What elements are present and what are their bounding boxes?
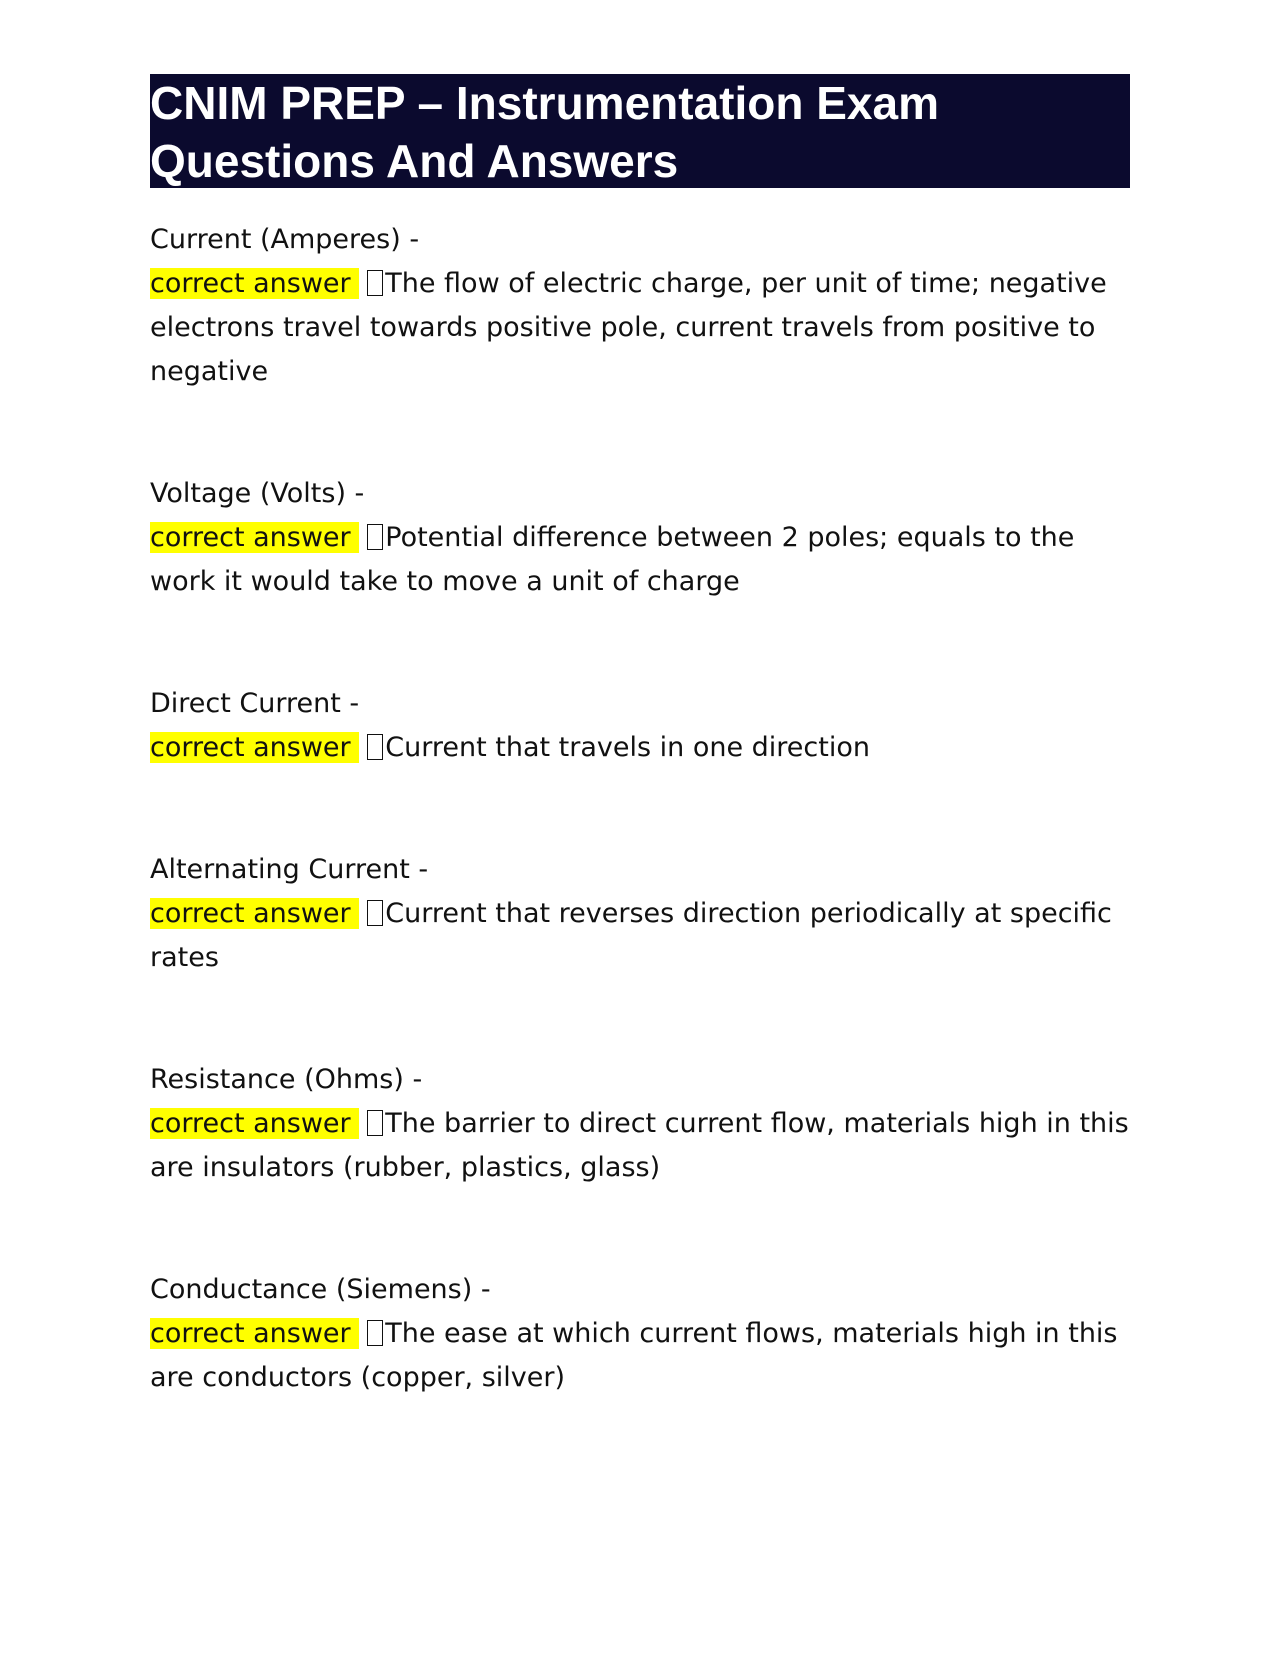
- qa-item: [150, 218, 1130, 394]
- question-term: Current (Amperes) -: [150, 224, 420, 255]
- missing-glyph-icon: [367, 900, 383, 926]
- qa-item: [150, 472, 1130, 604]
- title-line-1: CNIM PREP – Instrumentation Exam: [150, 77, 939, 129]
- qa-item: [150, 848, 1130, 980]
- qa-item: [150, 1058, 1130, 1190]
- correct-answer-label: correct answer: [150, 1318, 359, 1349]
- answer-text-block: [150, 892, 1130, 980]
- answer-text-block: [150, 516, 1130, 604]
- missing-glyph-icon: [367, 524, 383, 550]
- question-term: Alternating Current -: [150, 854, 429, 885]
- question-term: Resistance (Ohms) -: [150, 1064, 423, 1095]
- qa-item: [150, 1268, 1130, 1400]
- answer-text: Potential difference between 2 poles; equals to the work it would take to move a unit of charge: [150, 522, 1075, 597]
- answer-text-block: [150, 262, 1130, 394]
- answer-text: The flow of electric charge, per unit of time; negative electrons travel towards positive pole, current travels from positive to negative: [150, 268, 1107, 387]
- missing-glyph-icon: [367, 1110, 383, 1136]
- correct-answer-label: correct answer: [150, 1108, 359, 1139]
- question-term: Voltage (Volts) -: [150, 478, 365, 509]
- document-title: [150, 74, 1130, 188]
- answer-text-block: [150, 726, 1130, 770]
- answer-text: Current that travels in one direction: [385, 732, 870, 763]
- answer-text: Current that reverses direction periodically at specific rates: [150, 898, 1112, 973]
- qa-item: [150, 682, 1130, 770]
- correct-answer-label: correct answer: [150, 898, 359, 929]
- answer-text: The barrier to direct current flow, materials high in this are insulators (rubber, plastics, glass): [150, 1108, 1129, 1183]
- answer-text: The ease at which current flows, materials high in this are conductors (copper, silver): [150, 1318, 1118, 1393]
- question-term: Conductance (Siemens) -: [150, 1274, 491, 1305]
- answer-text-block: [150, 1312, 1130, 1400]
- qa-list: [150, 218, 1130, 1400]
- correct-answer-label: correct answer: [150, 522, 359, 553]
- question-term: Direct Current -: [150, 688, 360, 719]
- missing-glyph-icon: [367, 270, 383, 296]
- document-page: [150, 74, 1130, 1478]
- correct-answer-label: correct answer: [150, 732, 359, 763]
- correct-answer-label: correct answer: [150, 268, 359, 299]
- missing-glyph-icon: [367, 1320, 383, 1346]
- answer-text-block: [150, 1102, 1130, 1190]
- missing-glyph-icon: [367, 734, 383, 760]
- title-line-2: Questions And Answers: [150, 135, 679, 187]
